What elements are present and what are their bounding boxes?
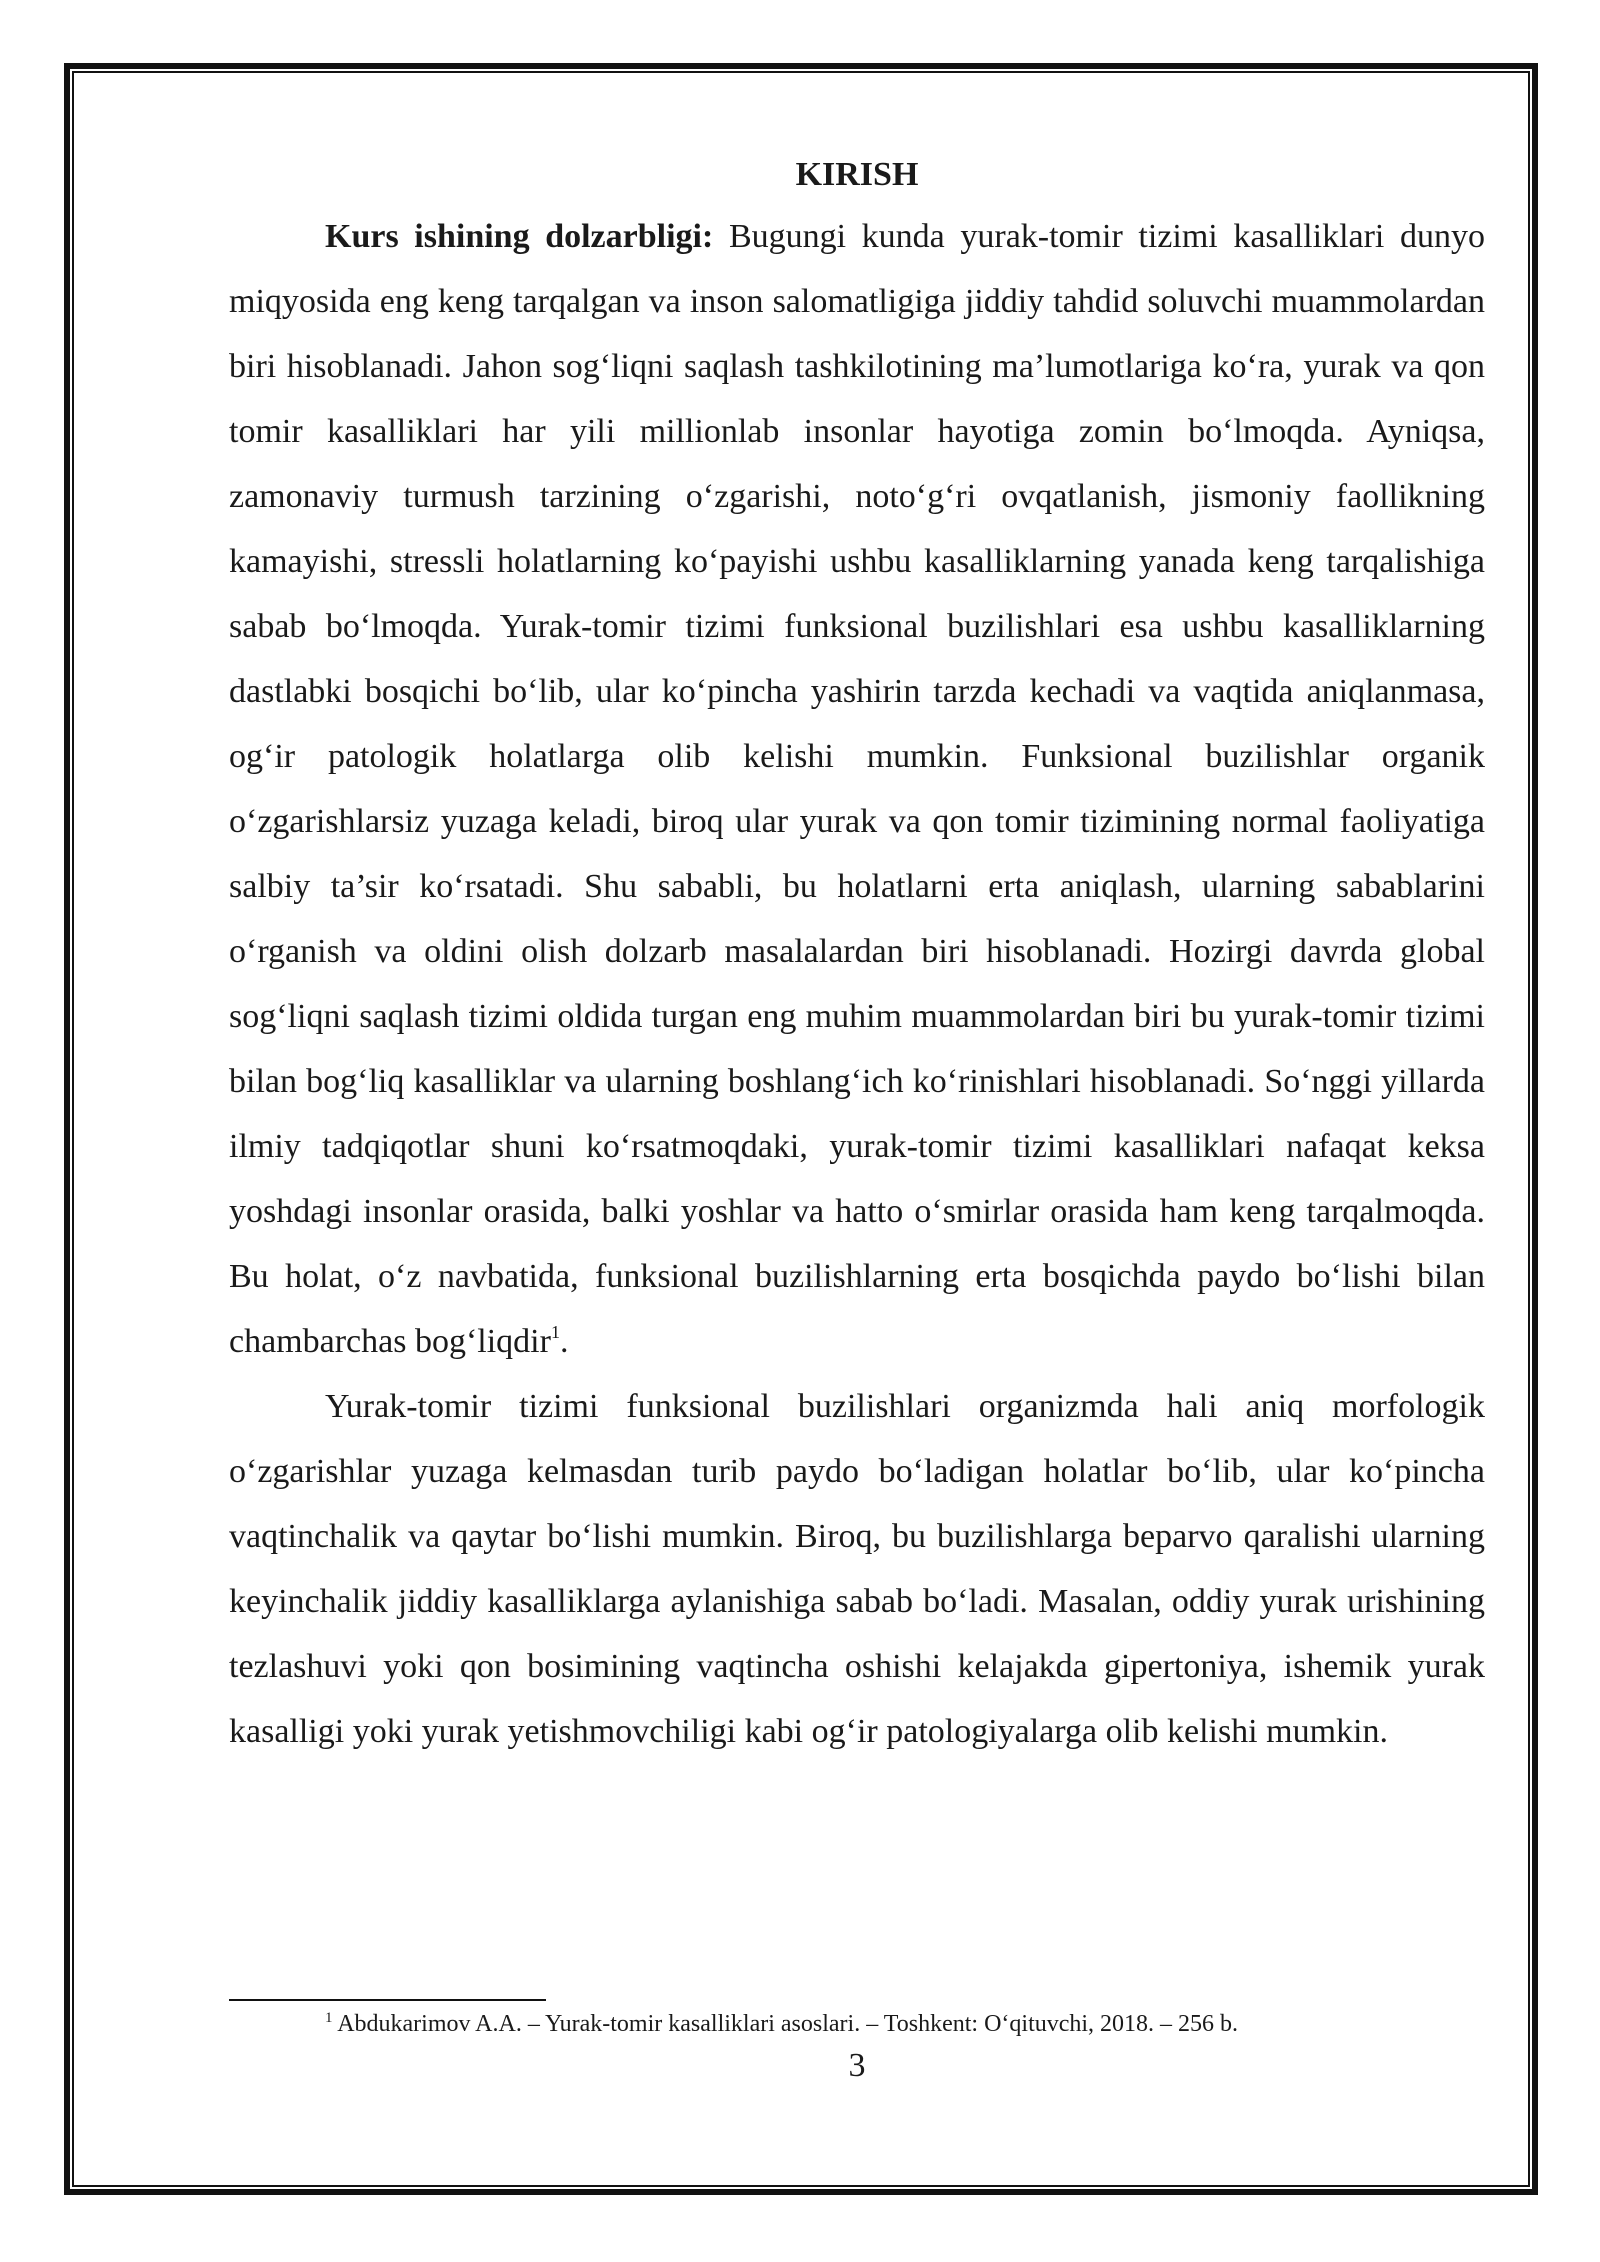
footnote-text: Abdukarimov A.A. – Yurak-tomir kasalliklari asoslari. – Toshkent: O‘qituvchi, 2018. – 256 b.	[337, 2011, 1239, 2037]
section-title: KIRISH	[795, 156, 919, 193]
paragraph-functional-disorders	[229, 1374, 1485, 1764]
paragraph-text: Yurak-tomir tizimi funksional buzilishlari organizmda hali aniq morfologik o‘zgarishlar yuzaga kelmasdan turib paydo bo‘ladigan holatlar bo‘lib, ular ko‘pincha vaqtinchalik va qaytar bo‘lishi mumkin. Biroq, bu buzilishlarga beparvo qaralishi ularning keyinchalik jiddiy kasalliklarga aylanishiga sabab bo‘ladi. Masalan, oddiy yurak urishining tezlashuvi yoki qon bosimining vaqtincha oshishi kelajakda gipertoniya, ishemik yurak kasalligi yoki yurak yetishmovchiligi kabi og‘ir patologiyalarga olib kelishi mumkin.	[229, 1388, 1485, 1750]
paragraph-relevance	[229, 204, 1485, 1374]
footnote-reference[interactable]: 1	[550, 1321, 560, 1342]
page-number: 3	[848, 2047, 866, 2084]
footnote-number: 1	[325, 2010, 333, 2026]
paragraph-lead: Kurs ishining dolzarbligi:	[325, 218, 714, 255]
page-content	[229, 150, 1485, 1764]
footnote	[229, 2008, 1485, 2040]
paragraph-trailing: .	[559, 1323, 569, 1360]
paragraph-text: Bugungi kunda yurak-tomir tizimi kasalliklari dunyo miqyosida eng keng tarqalgan va inson salomatligiga jiddiy tahdid soluvchi muammolardan biri hisoblanadi. Jahon sog‘liqni saqlash tashkilotining ma’lumotlariga ko‘ra, yurak va qon tomir kasalliklari har yili millionlab insonlar hayotiga zomin bo‘lmoqda. Ayniqsa, zamonaviy turmush tarzining o‘zgarishi, noto‘g‘ri ovqatlanish, jismoniy faollikning kamayishi, stressli holatlarning ko‘payishi ushbu kasalliklarning yanada keng tarqalishiga sabab bo‘lmoqda. Yurak-tomir tizimi funksional buzilishlari esa ushbu kasalliklarning dastlabki bosqichi bo‘lib, ular ko‘pincha yashirin tarzda kechadi va vaqtida aniqlanmasa, og‘ir patologik holatlarga olib kelishi mumkin. Funksional buzilishlar organik o‘zgarishlarsiz yuzaga keladi, biroq ular yurak va qon tomir tizimining normal faoliyatiga salbiy ta’sir ko‘rsatadi. Shu sababli, bu holatlarni erta aniqlash, ularning sabablarini o‘rganish va oldini olish dolzarb masalalardan biri hisoblanadi. Hozirgi davrda global sog‘liqni saqlash tizimi oldida turgan eng muhim muammolardan biri bu yurak-tomir tizimi bilan bog‘liq kasalliklar va ularning boshlang‘ich ko‘rinishlari hisoblanadi. So‘nggi yillarda ilmiy tadqiqotlar shuni ko‘rsatmoqdaki, yurak-tomir tizimi kasalliklari nafaqat keksa yoshdagi insonlar orasida, balki yoshlar va hatto o‘smirlar orasida ham keng tarqalmoqda. Bu holat, o‘z navbatida, funksional buzilishlarning erta bosqichda paydo bo‘lishi bilan chambarchas bog‘liqdir	[229, 218, 1485, 1360]
footnote-separator	[229, 1999, 546, 2001]
